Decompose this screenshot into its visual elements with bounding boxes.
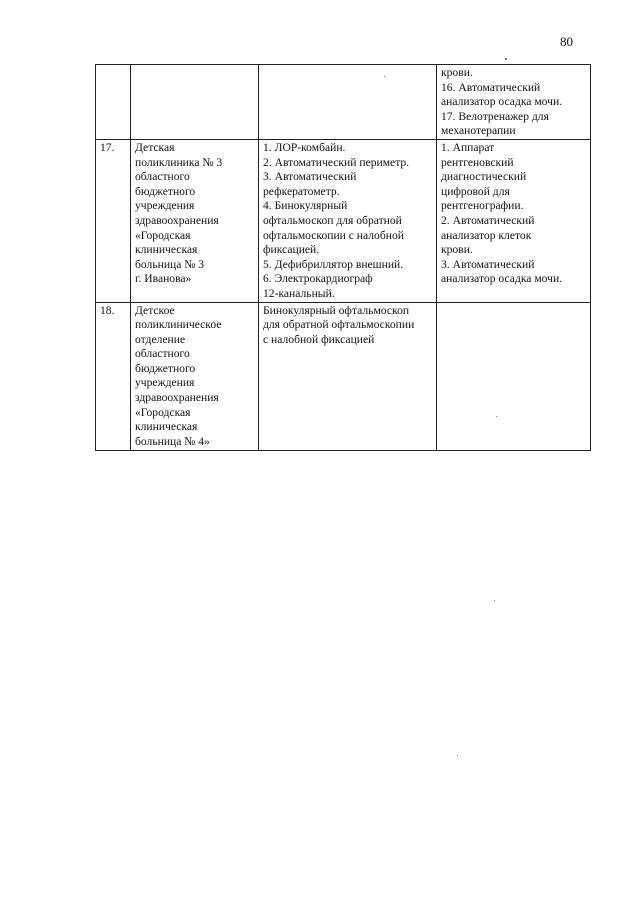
cell-line: Бинокулярный офтальмоскоп bbox=[263, 303, 410, 317]
row-number-cell: 18. bbox=[96, 302, 131, 450]
cell-line: здравоохранения bbox=[135, 391, 219, 405]
cell-line: клиническая bbox=[135, 420, 198, 434]
cell-line: анализатор осадка мочи. bbox=[441, 95, 563, 109]
cell-line: здравоохранения bbox=[135, 213, 219, 227]
cell-line: фиксацией. bbox=[263, 243, 320, 257]
cell-line: «Городская bbox=[135, 405, 191, 419]
scan-speck bbox=[496, 416, 497, 417]
cell-line: учреждения bbox=[135, 199, 195, 213]
scan-speck bbox=[457, 755, 458, 756]
page-number: 80 bbox=[560, 34, 573, 49]
cell-line: офтальмоскоп для обратной bbox=[263, 213, 402, 227]
table-row bbox=[96, 65, 591, 140]
cell-line: диагностический bbox=[441, 170, 527, 184]
cell-line: Детское bbox=[135, 303, 175, 317]
cell-line: поликлиника № 3 bbox=[135, 155, 223, 169]
cell-line: поликлиническое bbox=[135, 318, 222, 332]
cell-line: областного bbox=[135, 170, 190, 184]
cell-line: рентгенографии. bbox=[441, 199, 524, 213]
equipment-b-cell bbox=[437, 139, 591, 302]
cell-line: 16. Автоматический bbox=[441, 80, 541, 94]
cell-line: 3. Автоматический bbox=[441, 257, 535, 271]
cell-line: бюджетного bbox=[135, 361, 196, 375]
cell-line: областного bbox=[135, 347, 190, 361]
equipment-b-cell bbox=[437, 302, 591, 450]
cell-line: «Городская bbox=[135, 228, 191, 242]
cell-line: 3. Автоматический bbox=[263, 170, 357, 184]
row-number-cell bbox=[96, 65, 131, 140]
cell-line: больница № 3 bbox=[135, 257, 205, 271]
cell-line: отделение bbox=[135, 332, 186, 346]
scan-speck bbox=[505, 58, 507, 60]
cell-line: механотерапии bbox=[441, 124, 516, 138]
cell-line: больница № 4» bbox=[135, 434, 210, 448]
cell-line: крови. bbox=[441, 66, 473, 79]
equipment-a-cell bbox=[259, 302, 437, 450]
cell-line: цифровой для bbox=[441, 184, 510, 198]
cell-line: 4. Бинокулярный bbox=[263, 199, 348, 213]
organization-cell bbox=[131, 139, 259, 302]
cell-line: 17. Велотренажер для bbox=[441, 109, 549, 123]
cell-line: 5. Дефибриллятор внешний. bbox=[263, 257, 404, 271]
table-row bbox=[96, 139, 591, 302]
cell-line: с налобной фиксацией bbox=[263, 332, 375, 346]
organization-cell bbox=[131, 302, 259, 450]
equipment-table bbox=[95, 64, 591, 451]
cell-line: 12-канальный. bbox=[263, 286, 335, 300]
cell-line: Детская bbox=[135, 140, 175, 154]
cell-line: для обратной офтальмоскопии bbox=[263, 318, 415, 332]
cell-line: 2. Автоматический периметр. bbox=[263, 155, 410, 169]
scan-speck bbox=[494, 600, 495, 601]
cell-line: клиническая bbox=[135, 243, 198, 257]
cell-line: 1. ЛОР-комбайн. bbox=[263, 140, 346, 154]
row-number-cell: 17. bbox=[96, 139, 131, 302]
cell-line: 1. Аппарат bbox=[441, 140, 495, 154]
cell-line: учреждения bbox=[135, 376, 195, 390]
equipment-b-cell bbox=[437, 65, 591, 140]
equipment-a-cell bbox=[259, 65, 437, 140]
organization-cell bbox=[131, 65, 259, 140]
cell-line: рефкератометр. bbox=[263, 184, 340, 198]
table-row bbox=[96, 302, 591, 450]
equipment-a-cell bbox=[259, 139, 437, 302]
cell-line: бюджетного bbox=[135, 184, 196, 198]
cell-line: крови. bbox=[441, 243, 473, 257]
cell-line: анализатор осадка мочи. bbox=[441, 272, 563, 286]
cell-line: г. Иванова» bbox=[135, 272, 192, 286]
scan-speck bbox=[384, 76, 385, 77]
cell-line: офтальмоскопии с налобной bbox=[263, 228, 404, 242]
cell-line: 6. Электрокардиограф bbox=[263, 272, 373, 286]
cell-line: 2. Автоматический bbox=[441, 213, 535, 227]
cell-line: рентгеновский bbox=[441, 155, 514, 169]
cell-line: анализатор клеток bbox=[441, 228, 532, 242]
